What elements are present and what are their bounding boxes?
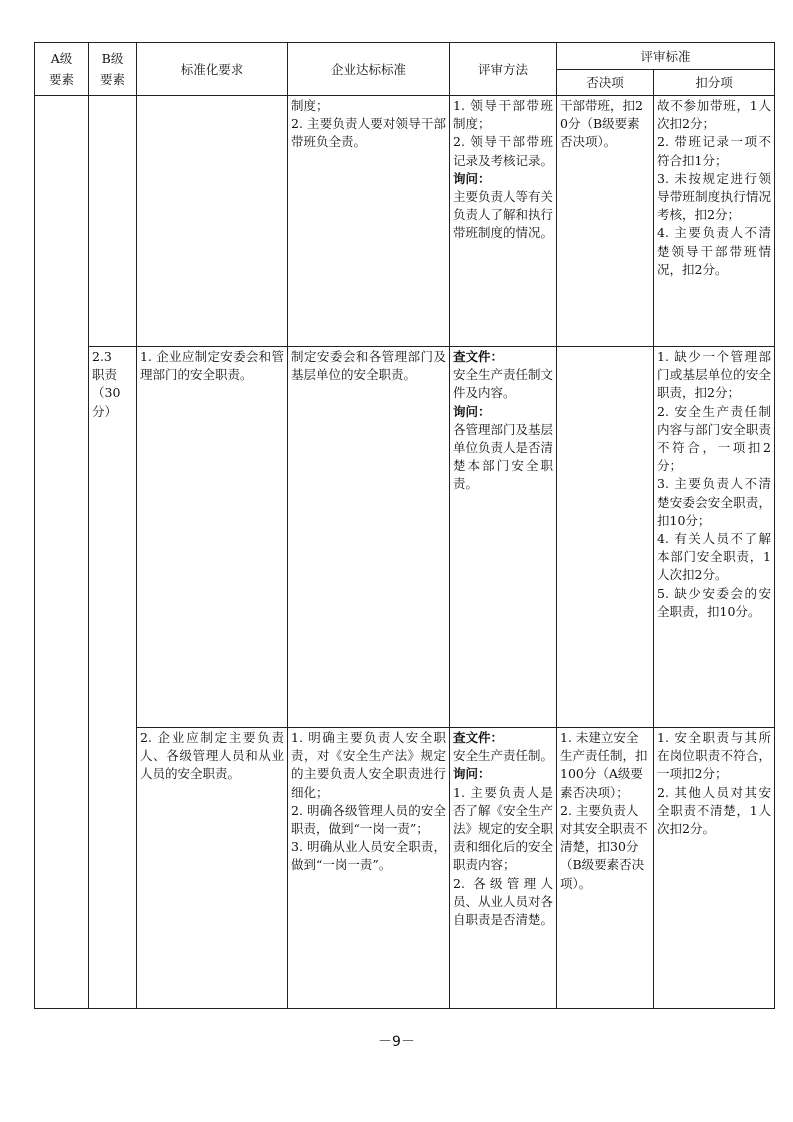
header-method: 评审方法	[450, 43, 557, 96]
requirement-cell: 1. 企业应制定安委会和管理部门的安全职责。	[137, 347, 288, 728]
standards-table	[34, 42, 775, 1009]
veto-cell: 干部带班，扣20分（B级要素否决项）。	[557, 96, 654, 347]
standard-cell: 1. 明确主要负责人安全职责，对《安全生产法》规定的主要负责人安全职责进行细化； 2. 明确各级管理人员的安全职责，做到“一岗一责”； 3. 明确从业人员安全职责，做到“一岗一责”。	[288, 728, 450, 1009]
header-enterprise-standard: 企业达标标准	[288, 43, 450, 96]
veto-cell: 1. 未建立安全生产责任制，扣100分（A级要素否决项）； 2. 主要负责人对其安全职责不清楚，扣30分（B级要素否决项）。	[557, 728, 654, 1009]
veto-cell	[557, 347, 654, 728]
header-veto: 否决项	[557, 70, 654, 96]
a-element-cell	[35, 96, 89, 1009]
requirement-cell: 2. 企业应制定主要负责人、各级管理人员和从业人员的安全职责。	[137, 728, 288, 1009]
header-a-element: A级 要素	[35, 43, 89, 96]
page-number: －9－	[378, 1034, 415, 1050]
header-requirement: 标准化要求	[137, 43, 288, 96]
header-criteria: 评审标准	[557, 43, 775, 70]
deduction-cell: 1. 安全职责与其所在岗位职责不符合，一项扣2分； 2. 其他人员对其安全职责不清楚，1人次扣2分。	[654, 728, 775, 1009]
deduction-cell: 故不参加带班，1人次扣2分； 2. 带班记录一项不符合扣1分； 3. 未按规定进行领导带班制度执行情况考核，扣2分； 4. 主要负责人不清楚领导干部带班情况，扣2分。	[654, 96, 775, 347]
table-row	[35, 96, 775, 347]
standard-cell: 制度； 2. 主要负责人要对领导干部带班负全责。	[288, 96, 450, 347]
requirement-cell	[137, 96, 288, 347]
b-element-cell	[89, 96, 137, 347]
method-cell: 查文件： 安全生产责任制文件及内容。 询问： 各管理部门及基层单位负责人是否清楚本部门安全职责。	[450, 347, 557, 728]
b-element-cell: 2.3 职责 （30 分）	[89, 347, 137, 1009]
method-cell: 查文件： 安全生产责任制。 询问： 1. 主要负责人是否了解《安全生产法》规定的安全职责和细化后的安全职责内容； 2. 各级管理人员、从业人员对各自职责是否清楚。	[450, 728, 557, 1009]
header-row-1	[35, 43, 775, 70]
method-cell: 1. 领导干部带班制度； 2. 领导干部带班记录及考核记录。 询问： 主要负责人等有关负责人了解和执行带班制度的情况。	[450, 96, 557, 347]
table-row	[35, 347, 775, 728]
deduction-cell: 1. 缺少一个管理部门或基层单位的安全职责，扣2分； 2. 安全生产责任制内容与部门安全职责不符合，一项扣2分； 3. 主要负责人不清楚安委会安全职责，扣10分； 4. 有关人员不了解本部门安全职责，1人次扣2分。 5. 缺少安委会的安全职责，扣10分。	[654, 347, 775, 728]
table-row	[35, 728, 775, 1009]
header-deduction: 扣分项	[654, 70, 775, 96]
standard-cell: 制定安委会和各管理部门及基层单位的安全职责。	[288, 347, 450, 728]
header-b-element: B级 要素	[89, 43, 137, 96]
